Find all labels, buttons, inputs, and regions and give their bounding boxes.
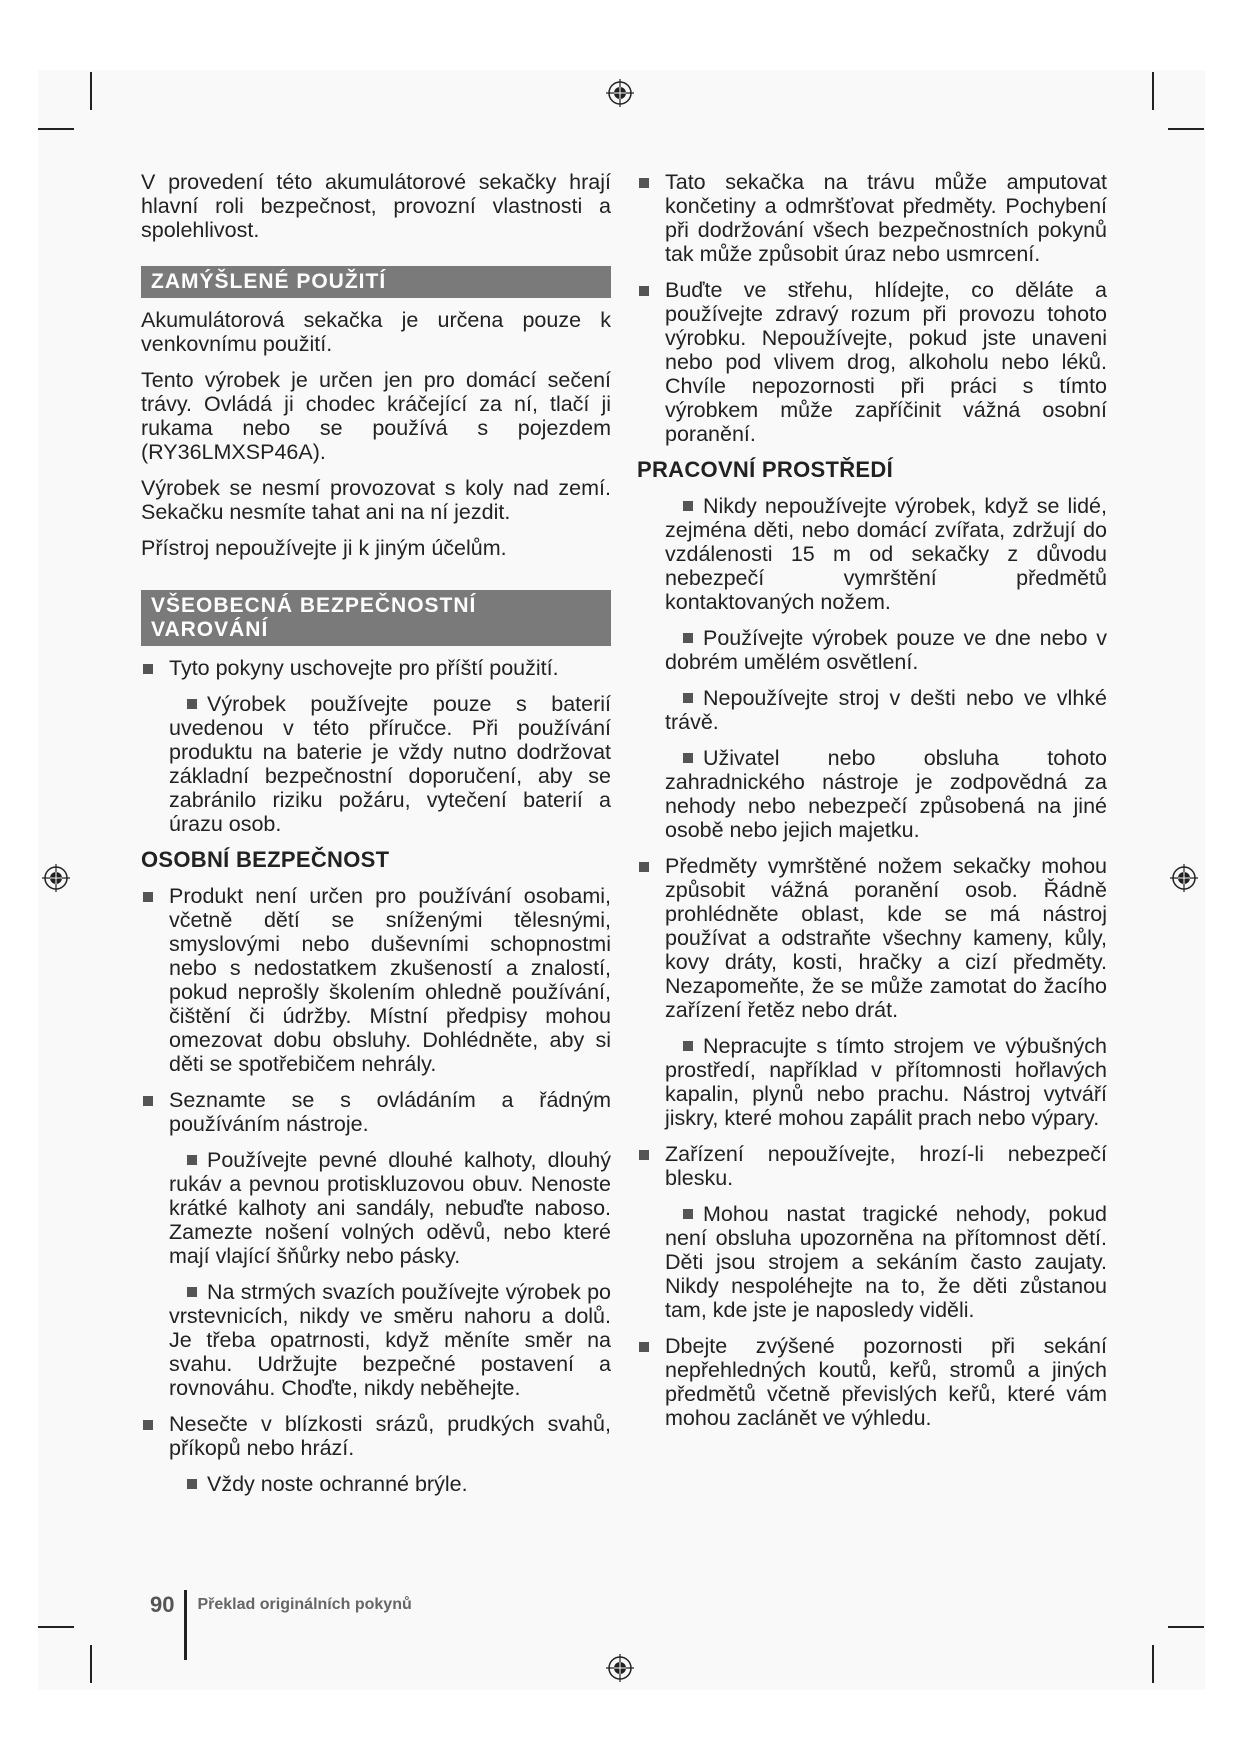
sub-bullet-item: [637, 746, 1107, 842]
bullet-square-icon: [639, 178, 649, 188]
subheading-work-area: PRACOVNÍ PROSTŘEDÍ: [637, 457, 893, 482]
bullet-square-icon: [683, 1041, 693, 1051]
heading-line: VŠEOBECNÁ BEZPEČNOSTNÍ: [151, 594, 477, 617]
crop-mark: [1168, 128, 1204, 130]
bullet-text: Předměty vymrštěné nožem sekačky mohou způsobit vážná poranění osob. Řádně prohlédněte oblast, kde se má nástroj používat a odstraňte všechny kameny, kůly, kovy dráty, kosti, hračky a cizí předměty. Nezapomeňte, že se může zamotat do žacího zařízení řetěz nebo drát.: [665, 854, 1107, 1022]
left-column: [141, 170, 611, 1508]
bullet-text: Nikdy nepoužívejte výrobek, když se lidé, zejména děti, nebo domácí zvířata, zdržují do vzdálenosti 15 m od sekačky z důvodu nebezpečí vymrštění předmětů kontaktovaných nožem.: [665, 494, 1107, 614]
registration-mark-icon: [604, 77, 636, 109]
footer-divider: [184, 1590, 187, 1660]
section-heading-intended-use: ZAMÝŠLENÉ POUŽITÍ: [141, 266, 611, 298]
bullet-text: Výrobek používejte pouze s baterií uvedenou v této příručce. Při používání produktu na baterie je vždy nutno dodržovat základní bezpečnostní doporučení, aby se zabránilo riziku požáru, vytečení baterií a úrazu osob.: [169, 692, 611, 836]
crop-mark: [90, 1645, 92, 1683]
sub-bullet-item: [141, 1472, 611, 1496]
sub-bullet-item: [637, 686, 1107, 734]
crop-mark: [90, 72, 92, 110]
paragraph: Přístroj nepoužívejte ji k jiným účelům.: [141, 536, 507, 560]
bullet-item: [637, 1334, 1107, 1430]
bullet-item: [141, 656, 611, 680]
bullet-text: Seznamte se s ovládáním a řádným používáním nástroje.: [169, 1088, 611, 1136]
sub-bullet-item: [637, 1202, 1107, 1322]
bullet-square-icon: [187, 1479, 197, 1489]
bullet-text: Nepracujte s tímto strojem ve výbušných prostředí, například v přítomnosti hořlavých kapalin, plynů nebo prachu. Nástroj vytváří jiskry, které mohou zapálit prach nebo výpary.: [665, 1034, 1107, 1130]
bullet-square-icon: [143, 1096, 153, 1106]
sub-bullet-item: [141, 692, 611, 836]
page-number: 90: [150, 1592, 175, 1617]
bullet-text: Nesečte v blízkosti srázů, prudkých svahů, příkopů nebo hrází.: [169, 1412, 611, 1460]
bullet-item: [637, 854, 1107, 1022]
bullet-square-icon: [143, 664, 153, 674]
heading-line: VAROVÁNÍ: [151, 618, 269, 641]
bullet-text: Používejte výrobek pouze ve dne nebo v dobrém umělém osvětlení.: [665, 626, 1107, 674]
paragraph: Akumulátorová sekačka je určena pouze k venkovnímu použití.: [141, 308, 611, 356]
crop-mark: [1152, 1645, 1154, 1683]
bullet-square-icon: [187, 1155, 197, 1165]
bullet-text: Produkt není určen pro používání osobami, včetně dětí se sníženými tělesnými, smyslovými nebo duševními schopnostmi nebo s nedostatkem zkušeností a znalostí, pokud neprošly školením ohledně používání, čištění či údržby. Místní předpisy mohou omezovat dobu obsluhy. Dohlédněte, aby si děti se spotřebičem nehrály.: [169, 884, 611, 1076]
sub-bullet-item: [141, 1280, 611, 1400]
bullet-item: [637, 170, 1107, 266]
sub-bullet-item: [637, 626, 1107, 674]
paragraph: Tento výrobek je určen jen pro domácí sečení trávy. Ovládá ji chodec kráčející za ní, tlačí ji rukama nebo se používá s pojezdem (RY36LMXSP46A).: [141, 368, 611, 464]
subheading-personal-safety: OSOBNÍ BEZPEČNOST: [141, 847, 390, 872]
sub-bullet-item: [141, 1148, 611, 1268]
registration-mark-icon: [1168, 862, 1200, 894]
bullet-text: Dbejte zvýšené pozornosti při sekání nepřehledných koutů, keřů, stromů a jiných předmětů včetně převislých keřů, které vám mohou zaclánět ve výhledu.: [665, 1334, 1107, 1430]
bullet-text: Tato sekačka na trávu může amputovat končetiny a odmršťovat předměty. Pochybení při dodržování všech bezpečnostních pokynů tak může způsobit úraz nebo usmrcení.: [665, 170, 1107, 266]
bullet-square-icon: [683, 633, 693, 643]
bullet-square-icon: [639, 862, 649, 872]
bullet-square-icon: [187, 1287, 197, 1297]
bullet-item: [637, 1142, 1107, 1190]
bullet-square-icon: [639, 1150, 649, 1160]
registration-mark-icon: [604, 1652, 636, 1684]
section-heading-general-warnings: [141, 590, 611, 646]
bullet-text: Uživatel nebo obsluha tohoto zahradnického nástroje je zodpovědná za nehody nebo nebezpečí způsobená na jiné osobě nebo jejich majetku.: [665, 746, 1107, 842]
bullet-square-icon: [143, 1420, 153, 1430]
bullet-square-icon: [683, 501, 693, 511]
crop-mark: [1168, 1626, 1204, 1628]
bullet-square-icon: [683, 1209, 693, 1219]
page-footer: [150, 1590, 412, 1660]
right-column: [637, 170, 1107, 1442]
bullet-item: [141, 884, 611, 1076]
paragraph: Výrobek se nesmí provozovat s koly nad zemí. Sekačku nesmíte tahat ani na ní jezdit.: [141, 476, 611, 524]
bullet-text: Mohou nastat tragické nehody, pokud není obsluha upozorněna na přítomnost dětí. Děti jsou strojem a sekáním často zaujaty. Nikdy nespoléhejte na to, že děti zůstanou tam, kde jste je naposledy viděli.: [665, 1202, 1107, 1322]
bullet-square-icon: [683, 753, 693, 763]
sub-bullet-item: [637, 494, 1107, 614]
bullet-text: Používejte pevné dlouhé kalhoty, dlouhý rukáv a pevnou protiskluzovou obuv. Nenoste krátké kalhoty ani sandály, nebuďte naboso. Zamezte nošení volných oděvů, nebo které mají vlající šňůrky nebo pásky.: [169, 1148, 611, 1268]
sub-bullet-item: [637, 1034, 1107, 1130]
bullet-item: [637, 278, 1107, 446]
bullet-square-icon: [187, 699, 197, 709]
bullet-text: Buďte ve střehu, hlídejte, co děláte a používejte zdravý rozum při provozu tohoto výrobku. Nepoužívejte, pokud jste unaveni nebo pod vlivem drog, alkoholu nebo léků. Chvíle nepozornosti při práci s tímto výrobkem může zapříčinit vážná osobní poranění.: [665, 278, 1107, 446]
footer-text: Překlad originálních pokynů: [197, 1596, 412, 1613]
bullet-square-icon: [683, 693, 693, 703]
bullet-square-icon: [639, 286, 649, 296]
bullet-text: Zařízení nepoužívejte, hrozí-li nebezpečí blesku.: [665, 1142, 1107, 1190]
intro-paragraph: V provedení této akumulátorové sekačky hrají hlavní roli bezpečnost, provozní vlastnosti a spolehlivost.: [141, 170, 611, 242]
bullet-square-icon: [143, 892, 153, 902]
bullet-square-icon: [639, 1342, 649, 1352]
crop-mark: [1152, 72, 1154, 110]
bullet-text: Tyto pokyny uschovejte pro příští použití.: [169, 656, 559, 680]
bullet-item: [141, 1088, 611, 1136]
registration-mark-icon: [40, 862, 72, 894]
bullet-text: Nepoužívejte stroj v dešti nebo ve vlhké trávě.: [665, 686, 1107, 734]
crop-mark: [38, 128, 74, 130]
crop-mark: [38, 1626, 74, 1628]
bullet-text: Vždy noste ochranné brýle.: [207, 1472, 468, 1496]
bullet-text: Na strmých svazích používejte výrobek po vrstevnicích, nikdy ve směru nahoru a dolů. Je třeba opatrnosti, když měníte směr na svahu. Udržujte bezpečné postavení a rovnováhu. Choďte, nikdy neběhejte.: [169, 1280, 611, 1400]
bullet-item: [141, 1412, 611, 1460]
